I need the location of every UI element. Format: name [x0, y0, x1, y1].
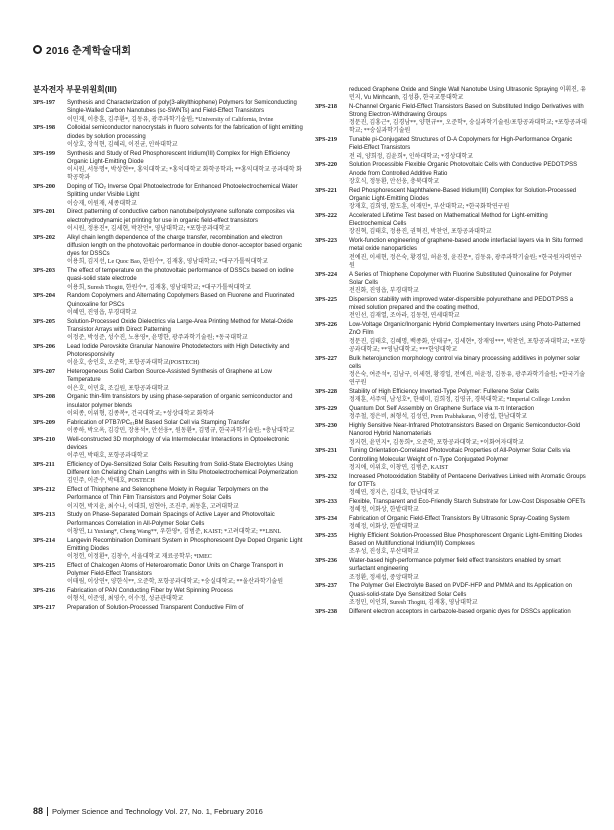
- abstract-entry: [315, 608, 587, 616]
- entry-title: Langevin Recombination Dominant System in Phosphorescent Dye Doped Organic Light Emitting Diodes: [67, 537, 303, 552]
- abstract-entry: [315, 498, 587, 515]
- entry-authors: 정혜정, 이화상, 한밭대학교: [349, 524, 419, 530]
- entry-title: Effect of Thiophene and Selenophene Moiety in Regular Terpolymers on the Performance of Thin Film Transistors and Polymer Solar Cells: [67, 487, 269, 502]
- entry-authors: 정지현, 윤민지*, 김동희*, 오준학, 포항공과대학교; *이화여자대학교: [349, 439, 524, 446]
- entry-body: [349, 422, 587, 447]
- entry-id: 3PS-232: [315, 472, 338, 480]
- abstract-entry: [315, 557, 587, 582]
- entry-id: 3PS-215: [33, 561, 56, 569]
- entry-body: [349, 515, 587, 532]
- entry-authors: 전인선, 김재열, 조아라, 김동현, 연세대학교: [349, 313, 460, 320]
- page-number: 88: [33, 806, 44, 816]
- entry-body: [67, 343, 303, 368]
- entry-authors: 전 리, 양희정, 김윤희*, 인하대학교; *경상대학교: [349, 153, 473, 160]
- entry-authors: 정주철, 정은비, 최형석, 김성연, Prem Prabhakaran, 이광섭, 한남대학교: [349, 414, 528, 421]
- left-column: [33, 99, 303, 613]
- entry-title: Solution-Processed Oxide Dielectrics via Large-Area Printing Method for Metal-Oxide Transistor Arrays with Direct Patterning: [67, 318, 294, 333]
- entry-id: 3PS-235: [315, 531, 338, 539]
- entry-id: 3PS-238: [315, 607, 338, 615]
- abstract-entry: [33, 461, 303, 486]
- entry-authors: 이종하, 박오옥, 김강민, 장용석*, 안선웅*, 원동환*, 김명규, 한국과학기술원; *충남대학교: [67, 427, 295, 434]
- entry-id: 3PS-237: [315, 582, 338, 590]
- entry-body: [67, 292, 303, 317]
- abstract-entry: [315, 296, 587, 321]
- abstract-entry: [315, 447, 587, 472]
- abstract-entry: [315, 532, 587, 557]
- entry-id: 3PS-224: [315, 270, 338, 278]
- abstract-entry: [33, 393, 303, 418]
- abstract-entry: [315, 515, 587, 532]
- abstract-entry: [33, 587, 303, 604]
- entry-body: [349, 136, 587, 161]
- entry-body: [349, 321, 587, 354]
- entry-id: 3PS-227: [315, 354, 338, 362]
- abstract-entry: [33, 511, 303, 536]
- entry-body: [67, 99, 303, 124]
- entry-authors: 이윤호, 송인호, 오준학, 포항공과대학교(POSTECH): [67, 360, 200, 367]
- entry-title: Well-constructed 3D morphology of via Intermolecular Interactions in Optoelectronic devices: [67, 436, 289, 451]
- entry-authors: 이상호, 장석현, 김혜리, 이진균, 인하대학교: [67, 141, 178, 148]
- entry-title: Different electron acceptors in carbazole-based organic dyes for DSSCs application: [349, 608, 571, 615]
- entry-title: Synthesis and Study of Red Phosphorescent Iridium(III) Complex for High Efficiency Organic Light-Emitting Diode: [67, 150, 290, 165]
- entry-title: Study on Phase-Separated Domain Spacings of Active Layer and Photovoltaic Performances Correlation in All-Polymer Solar Cells: [67, 512, 275, 527]
- abstract-entry: [33, 208, 303, 233]
- entry-id: 3PS-225: [315, 295, 338, 303]
- entry-id: 3PS-226: [315, 321, 338, 328]
- entry-authors: 이용희, 김지선, Le Quoc Bao, 한원수*, 김재홍, 영남대학교; *대구가톨릭대학교: [67, 259, 269, 266]
- entry-body: [67, 150, 303, 183]
- entry-title: Stability of High Efficiency Inverted-Type Polymer: Fullerene Solar Cells: [349, 389, 539, 395]
- entry-authors: 이승재, 이원재, 세종대학교: [67, 200, 137, 207]
- entry-authors: 이시원, 정용진*, 김세현, 박찬언*, 영남대학교; *포항공과대학교: [67, 225, 231, 232]
- abstract-entry: [33, 234, 303, 267]
- entry-body: [349, 161, 587, 186]
- abstract-entry: [315, 582, 587, 607]
- abstract-entry: [315, 422, 587, 447]
- conference-title: 2016 춘계학술대회: [46, 45, 132, 57]
- entry-title: Water-based high-performance polymer field effect transistors enabled by smart surfactant engineering: [349, 558, 561, 573]
- entry-title: reduced Graphene Oxide and Single Wall Nanotube Using Ultrasonic Spraying: [349, 87, 558, 93]
- entry-title: Fabrication of Organic Field-Effect Transistors By Ultrasonic Spray-Coating System: [349, 515, 570, 522]
- entry-authors: 장호식, 정동환, 안선웅, 충북대학교: [349, 178, 440, 185]
- entry-authors: 정은숙, 여준석*, 김남구, 이세현, 황경일, 전예진, 허윤정, 김동유, 광주과학기술원; *한국기술연구원: [349, 372, 586, 387]
- entry-authors: 이휘진, 유민지, Vu Minhcanh, 김성룡, 한국교통대학교: [349, 87, 587, 102]
- abstract-entry: [315, 212, 587, 237]
- entry-id: 3PS-210: [33, 435, 56, 443]
- entry-title: N-Channel Organic Field-Effect Transistors Based on Substituted Indigo Derivatives with Strong Electron-Withdrawing Groups: [349, 103, 584, 118]
- entry-body: [349, 447, 587, 472]
- entry-title: Random Copolymers and Alternating Copolymers Based on Fluorene and Fluorinated Quinoxaline for PSCs: [67, 293, 295, 308]
- entry-body: [67, 393, 303, 418]
- entry-title: Solution Processible Flexible Organic Photovoltaic Cells with Conductive PEDOT:PSS Anode from Controlled Additive Ratio: [349, 162, 578, 177]
- abstract-entry: [33, 267, 303, 292]
- entry-title: Work-function engineering of graphene-based anode interfacial layers via In Situ formed metal oxide nanoparticles: [349, 238, 583, 253]
- abstract-entry: [315, 237, 587, 270]
- entry-body: [67, 318, 303, 343]
- entry-id: 3PS-212: [33, 486, 56, 493]
- entry-id: 3PS-221: [315, 186, 338, 194]
- entry-id: 3PS-220: [315, 161, 338, 169]
- entry-title: Dispersion stability with improved water-dispersible polyurethane and PEDOT:PSS a mixed solution prepared and the coating method,: [349, 296, 574, 311]
- entry-id: 3PS-203: [33, 267, 56, 274]
- abstract-entry: [315, 388, 587, 405]
- conference-header: [33, 42, 131, 56]
- abstract-entry: [315, 355, 587, 388]
- abstract-entry: [315, 321, 587, 354]
- entry-authors: 조우성, 진성호, 부산대학교: [349, 549, 419, 556]
- entry-body: [349, 271, 587, 296]
- entry-id: 3PS-228: [315, 388, 338, 395]
- entry-authors: 조정민, 이인희, Suresh Thogiti, 김재홍, 영남대학교: [349, 599, 478, 606]
- entry-id: 3PS-222: [315, 211, 338, 219]
- entry-title: Fabrication of PTB7/PC₆₁BM Based Solar Cell via Stamping Transfer: [67, 419, 250, 426]
- journal-citation: Polymer Science and Technology Vol. 27, No. 1, February 2016: [52, 806, 263, 816]
- abstract-entry: [315, 103, 587, 136]
- entry-title: Accelerated Lifetime Test based on Mathematical Method for Light-emitting Electrochemical Cells: [349, 212, 548, 227]
- entry-authors: 정혜정, 이화상, 한밭대학교: [349, 507, 419, 513]
- entry-authors: 이민재, 이충훈, 김주환*, 김동유, 광주과학기술원; *University of California, Irvine: [67, 116, 274, 123]
- entry-body: [349, 532, 587, 557]
- entry-body: [67, 587, 303, 604]
- abstract-entry: [33, 368, 303, 393]
- entry-id: 3PS-208: [33, 393, 56, 401]
- entry-body: [349, 473, 587, 498]
- entry-body: [67, 124, 303, 149]
- entry-body: [67, 368, 303, 393]
- abstract-entry: [33, 343, 303, 368]
- entry-id: 3PS-230: [315, 422, 338, 429]
- entry-body: [67, 537, 303, 562]
- entry-title: Synthesis and Characterization of poly(3-alkylthiophene) Polymers for Semiconducting Single-Walled Carbon Nanotubes (sc-SWNTs) and Field-Effect Transistors: [67, 100, 297, 115]
- abstract-entry: [315, 136, 587, 161]
- footer-divider: [47, 807, 48, 816]
- entry-title: Colloidal semiconductor nanocrystals in fluoro solvents for the fabrication of light emitting diodes by solution processing: [67, 125, 303, 140]
- page-footer: [33, 806, 263, 816]
- entry-authors: 전진화, 진영읍, 부경대학교: [349, 288, 419, 294]
- entry-id: 3PS-200: [33, 183, 56, 190]
- entry-authors: 이시원, 서동명*, 박상현**, 홍익대학교; *홍익대학교 화학공학과; **홍익대학교 공과대학 화학공학과: [67, 167, 302, 182]
- entry-title: The Polymer Gel Electrolyte Based on PVDF-HFP and PMMA and Its Application on Quasi-solid-state Dye Sensitized Solar Cells: [349, 583, 572, 598]
- entry-title: A Series of Thiophene Copolymer with Fluorine Substituted Quinoxaline for Polymer Solar Cells: [349, 271, 572, 286]
- entry-body: [67, 562, 303, 587]
- entry-title: Red Phosphorescent Naphthalene-Based Iridium(III) Complex for Solution-Processed Organic Light-Emitting Diodes: [349, 187, 577, 202]
- right-column: [315, 86, 587, 616]
- abstract-entry: [33, 486, 303, 511]
- abstract-entry: [315, 405, 587, 422]
- entry-body: [67, 183, 303, 208]
- entry-title: Highly Efficient Solution-Processed Blue Phosphorescent Organic Light-Emitting Diodes Based on Multifunctional Iridium(III) Complexes: [349, 532, 583, 547]
- entry-id: 3PS-199: [33, 149, 56, 157]
- section-title: 분자전자 부문위원회(III): [33, 85, 117, 94]
- entry-id: 3PS-201: [33, 208, 56, 216]
- entry-title: Organic thin-film transistors by using phase-separation of organic semiconductor and insulator polymer blends: [67, 394, 293, 409]
- abstract-entry: [315, 473, 587, 498]
- entry-body: [349, 405, 587, 422]
- abstract-entry: [315, 271, 587, 296]
- entry-title: The effect of temperature on the photovoltaic performance of DSSCs based on iodine quasi-solid state electrode: [67, 268, 294, 283]
- entry-id: 3PS-205: [33, 317, 56, 325]
- abstract-entry: [33, 318, 303, 343]
- abstract-entry: [315, 161, 587, 186]
- entry-body: [349, 498, 587, 515]
- entry-body: [349, 355, 587, 388]
- entry-authors: 이청헌, 이정환*, 김창수, 서울대학교 재료공학부; *IMEC: [67, 554, 212, 560]
- entry-title: Alkyl chain length dependence of the charge transfer, recombination and electron diffusion length on the photovoltaic performance in double donor-acceptor based organic dyes for DSSCs: [67, 234, 303, 257]
- abstract-entry: [315, 187, 587, 212]
- entry-title: Low-Voltage Organic/Inorganic Hybrid Complementary Inverters using Photo-Patterned ZnO Film: [349, 322, 581, 337]
- entry-title: Tunable pi-Conjugated Structures of D-A Copolymers for High-Performance Organic Field-Effect Transistors: [349, 137, 573, 152]
- entry-body: [349, 296, 587, 321]
- entry-body: [67, 267, 303, 292]
- entry-id: 3PS-223: [315, 237, 338, 244]
- entry-id: 3PS-234: [315, 514, 338, 522]
- entry-body: [67, 486, 303, 511]
- entry-body: [67, 604, 303, 612]
- entry-authors: 이은호, 이민효, 조길원, 포항공과대학교: [67, 385, 169, 392]
- entry-title: Lead Iodide Perovskite Granular Nanowire Photodetectors with High Detectivity and Photoresponsivity: [67, 343, 290, 358]
- entry-title: Flexible, Transparent and Eco-Friendly Starch Substrate for Low-Cost Disposable OFETs: [349, 498, 586, 505]
- entry-title: Direct patterning of conductive carbon nanotube/polystyrene sulfonate composites via electrohydrodynamic jet printing for use in organic field-effect transistors: [67, 209, 295, 224]
- entry-body: [67, 436, 303, 461]
- abstract-entry: [33, 183, 303, 208]
- entry-authors: 이태림, 이상연*, 양한식**, 오준학, 포항공과대학교; *숭실대학교; **울산과학기술원: [67, 579, 284, 586]
- entry-title: Bulk heterojunction morphology control via binary processing additives in polymer solar cells: [349, 355, 581, 370]
- abstract-entry: [33, 562, 303, 587]
- entry-body: [67, 234, 303, 267]
- entry-id: 3PS-216: [33, 587, 56, 594]
- entry-authors: 정문진, 김태호, 김혜명, 백종화, 안태규*, 김세현*, 장재영***, 박찬언, 포항공과대학교; *포항공과대학교; **영남대학교; ***한양대학교: [349, 338, 586, 353]
- abstract-entry: [33, 419, 303, 436]
- entry-body: [349, 608, 587, 616]
- entry-authors: 김민주, 이준수, 박태호, POSTECH: [67, 478, 155, 485]
- entry-body: [67, 419, 303, 436]
- entry-authors: 이지현, 박지윤, 최수나, 이대희, 엄현아, 조진주, 최동훈, 고려대학교: [67, 503, 239, 510]
- entry-body: [67, 511, 303, 536]
- entry-id: 3PS-233: [315, 497, 338, 505]
- entry-body: [349, 212, 587, 237]
- continued-entry: [315, 86, 587, 103]
- entry-body: [349, 582, 587, 607]
- entry-title: Effect of Chalcogen Atoms of Heteroaromatic Donor Units on Charge Transport in Polymer Field-Effect Transistors: [67, 562, 284, 577]
- entry-id: 3PS-211: [33, 460, 55, 468]
- abstract-entry: [33, 124, 303, 149]
- entry-title: Increased Photooxidation Stability of Pentacene Derivatives Linked with Aromatic Groups for OTFTs: [349, 473, 586, 488]
- entry-id: 3PS-236: [315, 557, 338, 564]
- entry-body: [67, 208, 303, 233]
- entry-body: [349, 388, 587, 405]
- entry-title: Doping of TiO₂ Inverse Opal Photoelectrode for Enhanced Photoelectrochemical Water Splitting under Visible Light: [67, 184, 298, 199]
- entry-authors: 장재호, 김희영, 함도훈, 이재민*, 부산대학교; *한국화학연구원: [349, 204, 510, 210]
- entry-authors: 이혜연, 진영읍, 부경대학교: [67, 309, 137, 316]
- entry-authors: 이형석, 이준영, 최영수, 이수정, 성균관대학교: [67, 596, 184, 603]
- entry-body: [67, 461, 303, 486]
- entry-authors: 이정준, 박성준, 성수진, 노용영*, 윤명한, 광주과학기술원; *동국대학교: [67, 335, 248, 341]
- entry-title: Highly Sensitive Near-Infrared Phototransistors Based on Organic Semiconductor-Gold Nanorod Hybrid Nanomaterials: [349, 423, 581, 438]
- entry-body: [349, 557, 587, 582]
- entry-title: Quantum Dot Self Assembly on Graphene Surface via π-π Interaction: [349, 406, 535, 412]
- abstract-entry: [33, 537, 303, 562]
- entry-body: [349, 237, 587, 270]
- entry-title: Efficiency of Dye-Sensitized Solar Cells Resulting from Solid-State Electrolytes Using Different Ion Chelating Chain Lengths with in Situ Photoelectrochemical Polymerization: [67, 461, 298, 476]
- entry-authors: 이용희, Suresh Thogiti, 한원수*, 김재홍, 영남대학교; *대구가톨릭대학교: [67, 284, 252, 291]
- left-entry-list: [33, 99, 303, 612]
- entry-id: 3PS-218: [315, 102, 338, 110]
- entry-body: [349, 103, 587, 136]
- entry-authors: 이주연, 박태호, 포항공과대학교: [67, 453, 149, 459]
- entry-id: 3PS-217: [33, 604, 56, 611]
- entry-id: 3PS-202: [33, 233, 56, 241]
- abstract-entry: [33, 436, 303, 461]
- entry-id: 3PS-219: [315, 136, 338, 143]
- abstract-entry: [33, 604, 303, 612]
- entry-id: 3PS-209: [33, 418, 56, 426]
- entry-authors: 이창연, Li Yuxiang*, Cheng Wang**, 우한영*, 김범준, KAIST; *고려대학교; **LBNL: [67, 528, 281, 535]
- entry-id: 3PS-204: [33, 292, 56, 300]
- entry-id: 3PS-229: [315, 405, 338, 412]
- entry-id: 3PS-197: [33, 99, 56, 106]
- entry-authors: 이의종, 이위형, 김종복*, 건국대학교; *성상대학교 화학과: [67, 410, 215, 417]
- entry-id: 3PS-214: [33, 536, 56, 544]
- entry-authors: 전예진, 이세현, 정은숙, 황경일, 허윤정, 윤진문*, 김동유, 광주과학기술원; *한국원자력연구원: [349, 254, 583, 269]
- entry-title: Tuning Orientation-Correlated Photovoltaic Properties of All-Polymer Solar Cells via Controlling Molecular Weight of n-Type Conjugated Polymer: [349, 448, 571, 463]
- entry-id: 3PS-206: [33, 342, 56, 350]
- entry-id: 3PS-213: [33, 511, 56, 519]
- abstract-entry: [33, 150, 303, 183]
- entry-authors: 장진혁, 김태호, 정용진, 권혁진, 박찬언, 포항공과대학교: [349, 229, 492, 236]
- entry-body: [349, 187, 587, 212]
- entry-title: Preparation of Solution-Processed Transparent Conductive Film of: [67, 605, 244, 611]
- entry-authors: 정문진, 김홍근*, 김경남**, 양현규**, 오준학*, 숭실과학기술원/포항공과대학교; *포항공과대학교; **숭실과학기술원: [349, 120, 587, 135]
- entry-id: 3PS-231: [315, 447, 338, 455]
- abstract-entry: [33, 99, 303, 124]
- entry-title: Heterogeneous Solid Carbon Source-Assisted Synthesis of Graphene at Low Temperature: [67, 369, 272, 384]
- entry-id: 3PS-207: [33, 368, 56, 375]
- entry-authors: 정지애, 이위호, 이창연, 김범준, KAIST: [349, 464, 449, 471]
- entry-authors: 정재훈, 서주역, 남성호*, 한혜미, 김희정, 김영규, 경북대학교; *Imperial College London: [349, 397, 571, 404]
- right-entry-list: [315, 103, 587, 616]
- entry-authors: 조정환, 정세섭, 중앙대학교: [349, 574, 419, 581]
- entry-id: 3PS-198: [33, 124, 56, 132]
- entry-title: Fabrication of PAN Conducting Fiber by Wet Spinning Process: [67, 588, 233, 594]
- entry-authors: 정혜연, 정지은, 김대호, 한남대학교: [349, 490, 440, 496]
- abstract-entry: [33, 292, 303, 317]
- circle-bullet-icon: [33, 45, 42, 54]
